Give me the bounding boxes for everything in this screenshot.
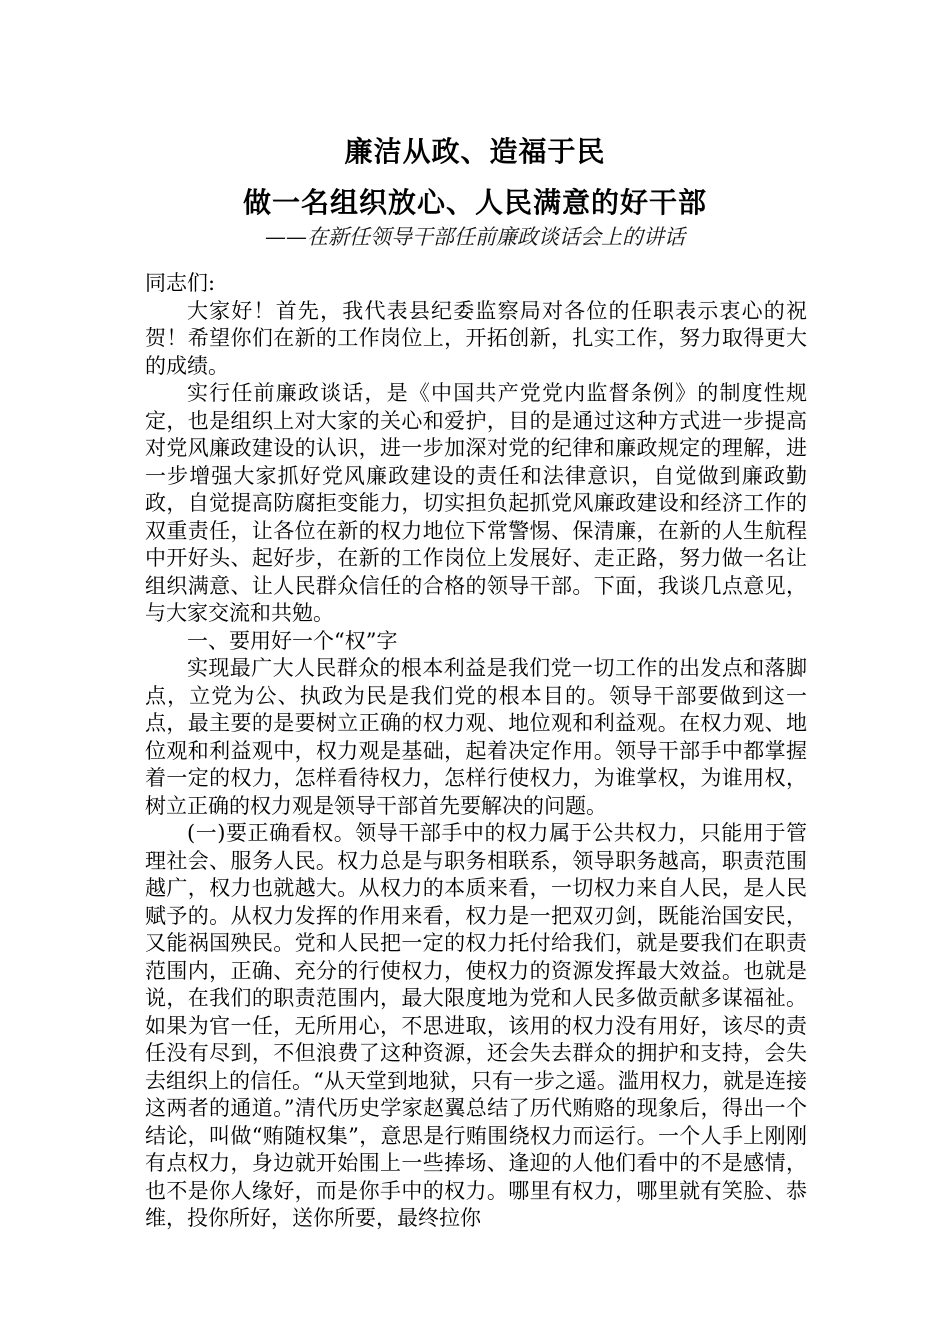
document-title: 廉洁从政、造福于民 [344, 135, 606, 168]
document-body [145, 270, 807, 1233]
salutation: 同志们: [145, 271, 216, 295]
section-heading: 一、要用好一个“权”字 [187, 628, 398, 653]
paragraph: (一)要正确看权。领导干部手中的权力属于公共权力，只能用于管理社会、服务人民。权力总是与职务相联系，领导职务越高，职责范围越广，权力也就越大。从权力的本质来看，一切权力来自人民，是人民赋予的。从权力发挥的作用来看，权力是一把双刃剑，既能治国安民，又能祸国殃民。党和人民把一定的权力托付给我们，就是要我们在职责范围内，正确、充分的行使权力，使权力的资源发挥最大效益。也就是说，在我们的职责范围内，最大限度地为党和人民多做贡献多谋福祉。如果为官一任，无所用心，不思进取，该用的权力没有用好，该尽的责任没有尽到，不但浪费了这种资源，还会失去群众的拥护和支持，会失去组织上的信任。“从天堂到地狱，只有一步之遥。滥用权力，就是连接这两者的通道。”清代历史学家赵翼总结了历代贿赂的现象后，得出一个结论，叫做“贿随权集”，意思是行贿围绕权力而运行。一个人手上刚刚有点权力，身边就开始围上一些捧场、逢迎的人他们看中的不是感情，也不是你人缘好，而是你手中的权力。哪里有权力，哪里就有笑脸、恭维，投你所好，送你所要，最终拉你 [145, 821, 807, 1230]
paragraph: 实现最广大人民群众的根本利益是我们党一切工作的出发点和落脚点，立党为公、执政为民是我们党的根本目的。领导干部要做到这一点，最主要的是要树立正确的权力观、地位观和利益观。在权力观、地位观和利益观中，权力观是基础，起着决定作用。领导干部手中都掌握着一定的权力，怎样看待权力，怎样行使权力，为谁掌权，为谁用权，树立正确的权力观是领导干部首先要解决的问题。 [145, 656, 807, 818]
paragraph: 大家好！首先，我代表县纪委监察局对各位的任职表示衷心的祝贺！希望你们在新的工作岗位上，开拓创新，扎实工作，努力取得更大的成绩。 [145, 298, 807, 378]
document-subtitle: ——在新任领导干部任前廉政谈话会上的讲话 [265, 225, 685, 249]
paragraph: 实行任前廉政谈话，是《中国共产党党内监督条例》的制度性规定，也是组织上对大家的关心和爱护，目的是通过这种方式进一步提高对党风廉政建设的认识，进一步加深对党的纪律和廉政规定的理解，进一步增强大家抓好党风廉政建设的责任和法律意识，自觉做到廉政勤政，自觉提高防腐拒变能力，切实担负起抓党风廉政建设和经济工作的双重责任，让各位在新的权力地位下常警惕、保清廉，在新的人生航程中开好头、起好步，在新的工作岗位上发展好、走正路，努力做一名让组织满意、让人民群众信任的合格的领导干部。下面，我谈几点意见，与大家交流和共勉。 [145, 381, 807, 625]
document-title-line2: 做一名组织放心、人民满意的好干部 [242, 186, 707, 219]
